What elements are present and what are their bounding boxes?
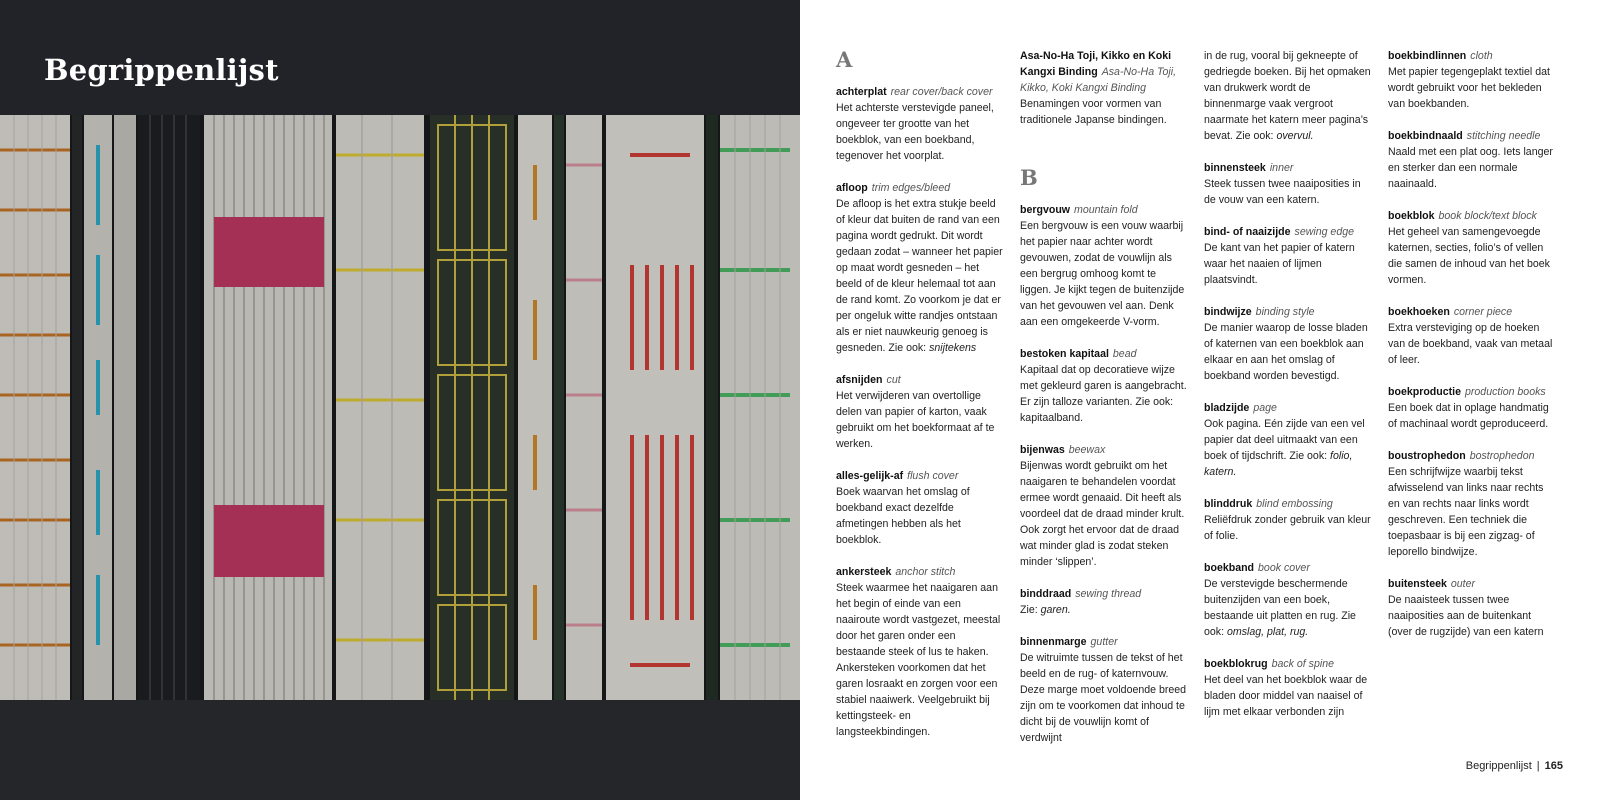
glossary-entry bbox=[1388, 208, 1556, 288]
entry-term: alles-gelijk-af bbox=[836, 470, 904, 482]
entry-translation: trim edges/bleed bbox=[871, 182, 951, 194]
entry-term: bijenwas bbox=[1020, 444, 1065, 456]
entry-term: boekhoeken bbox=[1388, 306, 1450, 318]
entry-translation: book block/text block bbox=[1438, 210, 1537, 222]
glossary-entry bbox=[836, 180, 1004, 356]
glossary-entry bbox=[1388, 128, 1556, 192]
section-letter-b: B bbox=[1020, 165, 1038, 190]
entry-definition-wrap bbox=[1204, 48, 1372, 144]
entry-definition: De manier waarop de losse bladen of katernen van een boekblok aan elkaar en aan het omslag of boekband worden bevestigd. bbox=[1204, 322, 1368, 382]
entry-reference: garen. bbox=[1040, 604, 1071, 616]
entry-definition: Een bergvouw is een vouw waarbij het papier naar achter wordt gevouwen, zodat de vouwlijn als een bergrug omhoog komt te liggen. Je kijkt tegen de buitenzijde van het gevouwen vel aan. Denk aan een omgekeerde V-vorm. bbox=[1020, 220, 1185, 328]
entry-translation: production books bbox=[1465, 386, 1546, 398]
entry-translation: gutter bbox=[1090, 636, 1118, 648]
footer-separator: | bbox=[1536, 760, 1540, 772]
entry-translation: page bbox=[1253, 402, 1277, 414]
glossary-column-2 bbox=[1020, 48, 1188, 762]
entry-definition: Een boek dat in oplage handmatig of machinaal wordt geproduceerd. bbox=[1388, 402, 1549, 430]
entry-translation: sewing thread bbox=[1075, 588, 1142, 600]
entry-term: binnenmarge bbox=[1020, 636, 1087, 648]
entry-term: afsnijden bbox=[836, 374, 883, 386]
entry-translation: book cover bbox=[1258, 562, 1310, 574]
glossary-entry bbox=[1204, 496, 1372, 544]
glossary-page bbox=[800, 0, 1600, 800]
page-footer bbox=[1466, 760, 1563, 772]
glossary-entry bbox=[1204, 400, 1372, 480]
entry-definition-wrap bbox=[1020, 602, 1188, 618]
entry-term: boustrophedon bbox=[1388, 450, 1466, 462]
entry-translation: corner piece bbox=[1453, 306, 1513, 318]
entry-term: buitensteek bbox=[1388, 578, 1447, 590]
page-number: 165 bbox=[1544, 760, 1563, 772]
entry-definition: Reliëfdruk zonder gebruik van kleur of folie. bbox=[1204, 514, 1371, 542]
entry-term: boekproductie bbox=[1388, 386, 1461, 398]
entry-translation: cloth bbox=[1470, 50, 1493, 62]
glossary-column-1 bbox=[836, 48, 1004, 756]
glossary-entry bbox=[1204, 656, 1372, 720]
entry-definition-wrap bbox=[836, 196, 1004, 356]
entry-translation: mountain fold bbox=[1074, 204, 1138, 216]
glossary-entry bbox=[836, 564, 1004, 740]
glossary-entry-continued bbox=[1204, 48, 1372, 144]
entry-definition: Steek waarmee het naaigaren aan het begin of einde van een naairoute wordt vastgezet, meestal door het garen onder een bestaande steek of lus te haken. Ankersteken voorkomen dat het garen losraakt en zorgen voor een stabiel naaiwerk. Veelgebruikt bij kettingsteek- en langsteekbindingen. bbox=[836, 582, 1001, 738]
entry-definition: Zie: bbox=[1020, 604, 1038, 616]
entry-term: bind- of naaizijde bbox=[1204, 226, 1291, 238]
glossary-entry bbox=[1204, 224, 1372, 288]
entry-translation: bead bbox=[1112, 348, 1137, 360]
entry-definition: Benamingen voor vormen van traditionele Japanse bindingen. bbox=[1020, 98, 1167, 126]
entry-definition: Ook pagina. Eén zijde van een vel papier dat deel uitmaakt van een boek of tijdschrift. Zie ook: bbox=[1204, 418, 1365, 462]
glossary-entry bbox=[1204, 560, 1372, 640]
entry-translation: Asa-No-Ha Toji, Kikko, Koki Kangxi Binding bbox=[1020, 66, 1177, 94]
entry-definition: Het verwijderen van overtollige delen van papier of karton, vaak gebruikt om het boekformaat af te werken. bbox=[836, 390, 995, 450]
glossary-entry bbox=[1204, 160, 1372, 208]
entry-reference: omslag, plat, rug. bbox=[1226, 626, 1309, 638]
glossary-entry bbox=[1020, 442, 1188, 570]
entry-definition-wrap bbox=[1204, 416, 1372, 480]
glossary-entry bbox=[1020, 634, 1188, 746]
entry-term: bergvouw bbox=[1020, 204, 1071, 216]
entry-definition: Naald met een plat oog. Iets langer en sterker dan een normale naainaald. bbox=[1388, 146, 1553, 190]
entry-translation: inner bbox=[1269, 162, 1294, 174]
entry-term: boekblok bbox=[1388, 210, 1435, 222]
entry-definition: Extra versteviging op de hoeken van de boekband, vaak van metaal of leer. bbox=[1388, 322, 1553, 366]
entry-translation: stitching needle bbox=[1466, 130, 1541, 142]
entry-translation: flush cover bbox=[907, 470, 959, 482]
entry-term: binddraad bbox=[1020, 588, 1072, 600]
glossary-entry bbox=[1388, 448, 1556, 560]
entry-definition: Steek tussen twee naaiposities in de vouw van een katern. bbox=[1204, 178, 1361, 206]
entry-definition: in de rug, vooral bij gekneepte of gedriegde boeken. Bij het opmaken van drukwerk wordt de binnenmarge vaak vergroot naarmate het katern meer pagina’s bevat. Zie ook: bbox=[1204, 50, 1371, 142]
entry-term: Asa-No-Ha Toji, Kikko en Koki Kangxi Binding bbox=[1020, 50, 1172, 78]
section-letter-a: A bbox=[836, 47, 853, 72]
entry-translation: cut bbox=[886, 374, 901, 386]
entry-translation: back of spine bbox=[1271, 658, 1335, 670]
entry-term: boekband bbox=[1204, 562, 1255, 574]
glossary-entry bbox=[1020, 586, 1188, 618]
glossary-entry bbox=[1388, 48, 1556, 112]
glossary-entry bbox=[1388, 304, 1556, 368]
entry-translation: beewax bbox=[1068, 444, 1106, 456]
glossary-entry bbox=[1204, 304, 1372, 384]
book-spines-illustration bbox=[0, 115, 800, 700]
entry-definition: Het deel van het boekblok waar de bladen door middel van naaisel of lijm met elkaar verbonden zijn bbox=[1204, 674, 1368, 718]
glossary-entry bbox=[836, 372, 1004, 452]
entry-term: boekbindlinnen bbox=[1388, 50, 1467, 62]
entry-translation: anchor stitch bbox=[895, 566, 956, 578]
entry-term: achterplat bbox=[836, 86, 887, 98]
entry-definition: Een schrijfwijze waarbij tekst afwisselend van links naar rechts en van rechts naar links wordt geschreven. Een techniek die toepasbaar is bij een zigzag- of leporello bindwijze. bbox=[1388, 466, 1544, 558]
glossary-entry bbox=[1020, 48, 1188, 128]
glossary-entry bbox=[1020, 202, 1188, 330]
entry-definition: Het achterste verstevigde paneel, ongeveer ter grootte van het boekblok, van een boekband, tegenover het voorplat. bbox=[836, 102, 994, 162]
entry-definition: Het geheel van samengevoegde katernen, secties, folio’s of vellen die samen de inhoud van het boek vormen. bbox=[1388, 226, 1550, 286]
entry-reference: folio, katern. bbox=[1204, 450, 1353, 478]
book-spines-photo bbox=[0, 115, 800, 700]
entry-term: binnensteek bbox=[1204, 162, 1266, 174]
glossary-entry bbox=[836, 84, 1004, 164]
entry-term: bindwijze bbox=[1204, 306, 1252, 318]
entry-definition: Met papier tegengeplakt textiel dat wordt gebruikt voor het bekleden van boekbanden. bbox=[1388, 66, 1550, 110]
entry-term: boekblokrug bbox=[1204, 658, 1268, 670]
entry-definition: Boek waarvan het omslag of boekband exact dezelfde afmetingen hebben als het boekblok. bbox=[836, 486, 970, 546]
entry-definition: De kant van het papier of katern waar het naaien of lijmen plaatsvindt. bbox=[1204, 242, 1355, 286]
entry-definition: Bijenwas wordt gebruikt om het naaigaren te behandelen voordat ermee wordt genaaid. Dit heeft als voordeel dat de draad minder krult. Ook zorgt het ervoor dat de draad wat minder glad is zodat steken minder ‘slippen’. bbox=[1020, 460, 1185, 568]
entry-definition-wrap bbox=[1204, 576, 1372, 640]
glossary-column-3 bbox=[1204, 48, 1372, 736]
entry-term: ankersteek bbox=[836, 566, 892, 578]
entry-term: blinddruk bbox=[1204, 498, 1253, 510]
footer-section: Begrippenlijst bbox=[1465, 760, 1532, 772]
entry-translation: bostrophedon bbox=[1469, 450, 1535, 462]
entry-term: bladzijde bbox=[1204, 402, 1250, 414]
entry-definition: De verstevigde beschermende buitenzijden van een boek, bestaande uit platten en rug. Zie ook: bbox=[1204, 578, 1356, 638]
entry-translation: rear cover/back cover bbox=[890, 86, 993, 98]
entry-term: afloop bbox=[836, 182, 868, 194]
entry-translation: sewing edge bbox=[1294, 226, 1355, 238]
page-title: Begrippenlijst bbox=[44, 53, 279, 88]
glossary-column-4 bbox=[1388, 48, 1556, 656]
entry-reference: overvul. bbox=[1276, 130, 1314, 142]
entry-term: boekbindnaald bbox=[1388, 130, 1463, 142]
entry-definition: De afloop is het extra stukje beeld of kleur dat buiten de rand van een pagina wordt gedrukt. Dit wordt gedaan zodat – wanneer het papier op maat wordt gesneden – het beeld of de kleur helemaal tot aan de rand komt. Zo voorkom je dat er per ongeluk witte randjes ontstaan als er niet nauwkeurig genoeg is gesneden. Zie ook: bbox=[836, 198, 1003, 354]
entry-definition: Kapitaal dat op decoratieve wijze met gekleurd garen is aangebracht. Er zijn talloze varianten. Zie ook: kapitaalband. bbox=[1020, 364, 1187, 424]
glossary-entry bbox=[1388, 576, 1556, 640]
photo-floor bbox=[0, 700, 800, 800]
entry-reference: snijtekens bbox=[929, 342, 977, 354]
entry-definition: De witruimte tussen de tekst of het beeld en de rug- of katernvouw. Deze marge moet voldoende breed zijn om te voorkomen dat inhoud te dicht bij de vouwlijn komt of verdwijnt bbox=[1020, 652, 1187, 744]
entry-translation: blind embossing bbox=[1256, 498, 1333, 510]
entry-translation: binding style bbox=[1255, 306, 1315, 318]
entry-translation: outer bbox=[1450, 578, 1476, 590]
entry-term: bestoken kapitaal bbox=[1020, 348, 1109, 360]
entry-definition: De naaisteek tussen twee naaiposities aan de buitenkant (over de rugzijde) van een katern bbox=[1388, 594, 1544, 638]
glossary-entry bbox=[1020, 346, 1188, 426]
glossary-entry bbox=[836, 468, 1004, 548]
glossary-entry bbox=[1388, 384, 1556, 432]
